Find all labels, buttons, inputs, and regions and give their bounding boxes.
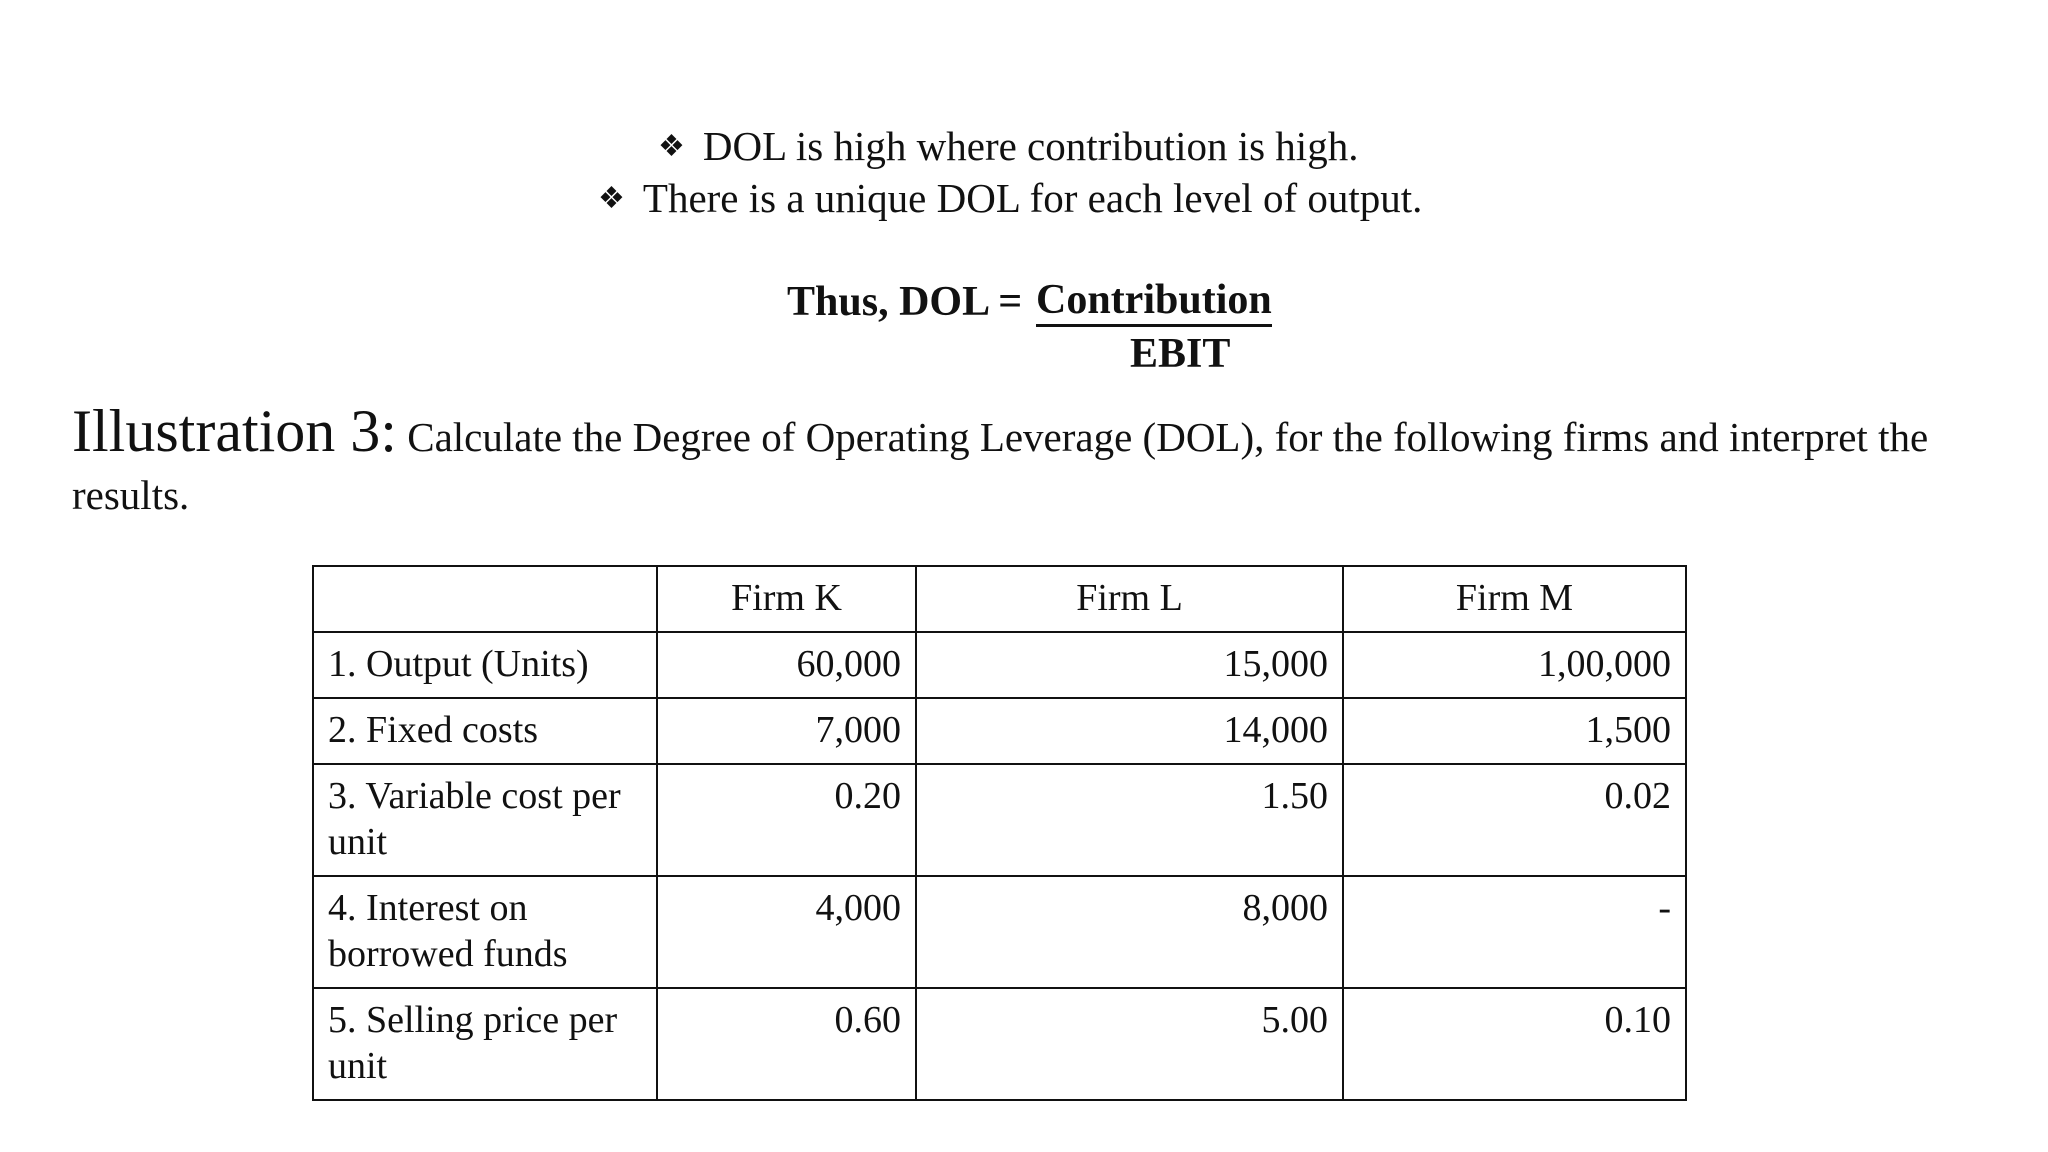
firms-data-table: [312, 565, 1687, 1101]
header-cell-firm-k: Firm K: [657, 566, 916, 632]
cell-firm-k: 7,000: [657, 698, 916, 764]
illustration-label: Illustration 3:: [72, 398, 397, 464]
illustration-text: Calculate the Degree of Operating Leverage (DOL), for the following firms and interpret the results.: [72, 414, 1929, 518]
header-cell-firm-m: Firm M: [1343, 566, 1686, 632]
formula-numerator: Contribution: [1036, 278, 1272, 327]
cell-firm-l: 14,000: [916, 698, 1343, 764]
row-label: 4. Interest on borrowed funds: [313, 876, 657, 988]
cell-firm-k: 0.60: [657, 988, 916, 1100]
cell-firm-k: 0.20: [657, 764, 916, 876]
cell-firm-m: 0.10: [1343, 988, 1686, 1100]
cell-firm-l: 8,000: [916, 876, 1343, 988]
diamond-bullet-icon: ❖: [598, 182, 625, 215]
header-cell: [313, 566, 657, 632]
bullet-item-contribution: [658, 122, 1358, 171]
table-row: [313, 764, 1686, 876]
illustration-paragraph: [72, 398, 2032, 524]
table-row: [313, 698, 1686, 764]
bullet-text: There is a unique DOL for each level of output.: [642, 175, 1423, 221]
cell-firm-k: 4,000: [657, 876, 916, 988]
cell-firm-m: 1,00,000: [1343, 632, 1686, 698]
diamond-bullet-icon: ❖: [658, 130, 685, 163]
header-cell-firm-l: Firm L: [916, 566, 1343, 632]
bullet-text: DOL is high where contribution is high.: [702, 123, 1359, 169]
table-row: [313, 876, 1686, 988]
cell-firm-l: 5.00: [916, 988, 1343, 1100]
cell-firm-m: 1,500: [1343, 698, 1686, 764]
row-label: 2. Fixed costs: [313, 698, 657, 764]
row-label: 5. Selling price per unit: [313, 988, 657, 1100]
formula-denominator: EBIT: [1130, 331, 1231, 377]
row-label: 1. Output (Units): [313, 632, 657, 698]
table-row: [313, 632, 1686, 698]
cell-firm-k: 60,000: [657, 632, 916, 698]
cell-firm-m: -: [1343, 876, 1686, 988]
row-label: 3. Variable cost per unit: [313, 764, 657, 876]
formula-lhs: Thus, DOL =: [787, 279, 1023, 325]
cell-firm-l: 15,000: [916, 632, 1343, 698]
bullet-item-unique-dol: [598, 174, 1422, 223]
table-row: [313, 988, 1686, 1100]
cell-firm-l: 1.50: [916, 764, 1343, 876]
table-header-row: [313, 566, 1686, 632]
cell-firm-m: 0.02: [1343, 764, 1686, 876]
